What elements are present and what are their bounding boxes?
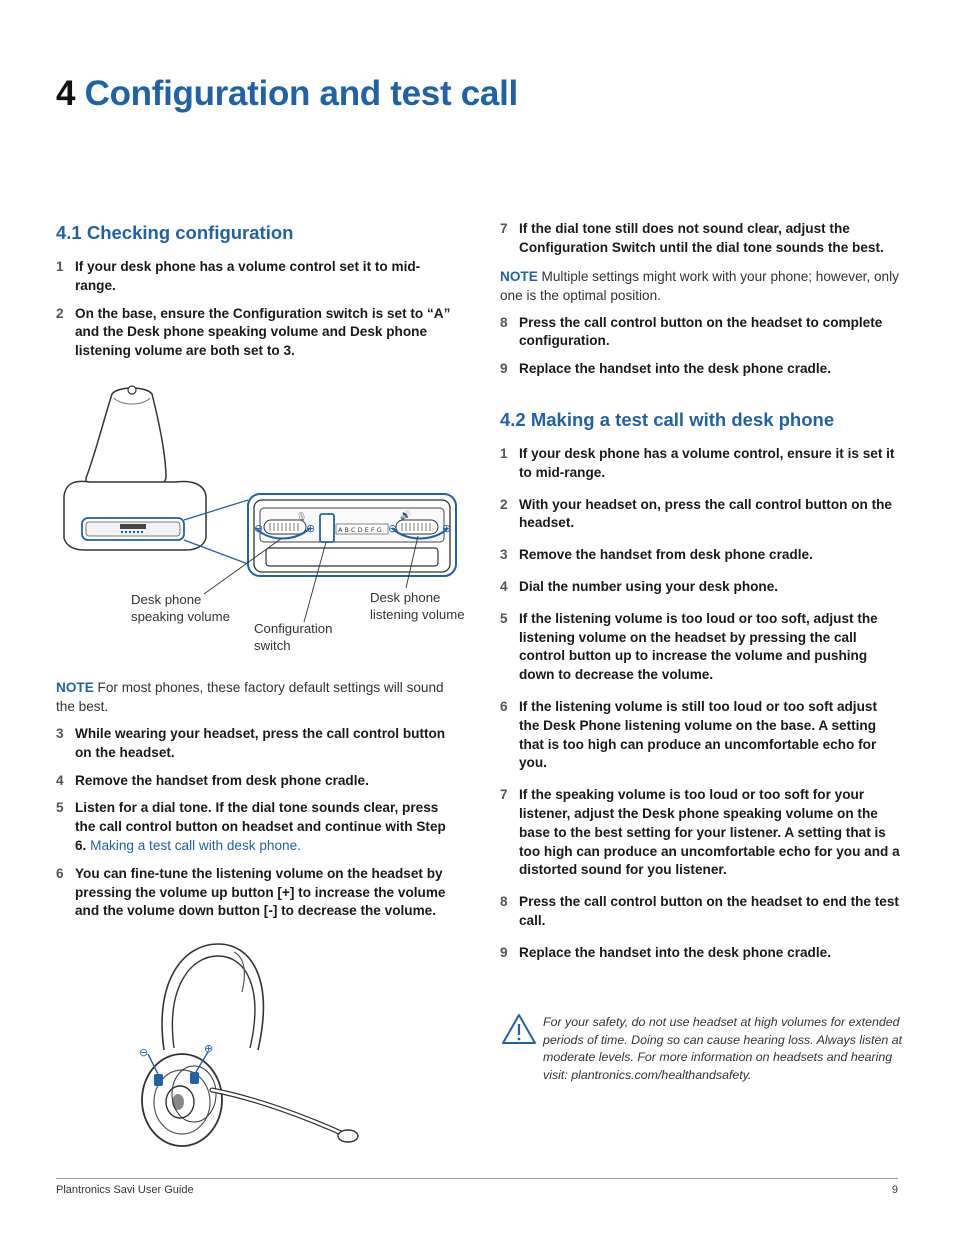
step-item: 6 You can fine-tune the listening volume on the headset by pressing the volume up button [+] to increase the volume and the volume down button [-] to decrease the volume.: [56, 865, 446, 919]
link-making-test-call[interactable]: Making a test call with desk phone.: [90, 837, 301, 853]
left-column-lower: [56, 678, 456, 921]
headband: [162, 944, 263, 1050]
step-item: 2 With your headset on, press the call control button on the headset.: [500, 496, 892, 531]
step-item: 4 Dial the number using your desk phone.: [500, 578, 779, 594]
step-item: 1 If your desk phone has a volume control set it to mid-range.: [56, 259, 421, 293]
step-item: 9 Replace the handset into the desk phone cradle.: [500, 944, 831, 960]
label-configuration-switch: Configuration switch: [254, 621, 333, 653]
note-multiple-settings: NOTE Multiple settings might work with your phone; however, only one is the optimal position.: [500, 268, 899, 303]
mic-boom: [212, 1090, 348, 1136]
switch-positions: A B C D E F G: [338, 526, 382, 534]
right-column: [500, 220, 900, 963]
step-item: 1 If your desk phone has a volume control, ensure it is set it to mid-range.: [500, 445, 895, 480]
page-title: [56, 74, 518, 114]
label-listening-volume: Desk phone listening volume: [370, 590, 465, 622]
svg-text:⊕: ⊕: [306, 522, 316, 535]
warning-icon: [500, 1012, 538, 1046]
chapter-title: Configuration and test call: [84, 74, 518, 113]
footer-guide-title: Plantronics Savi User Guide: [56, 1184, 194, 1196]
step-item: 7 If the dial tone still does not sound clear, adjust the Configuration Switch until the dial tone sounds the best.: [500, 221, 884, 255]
step-item: 8 Press the call control button on the headset to end the test call.: [500, 894, 899, 928]
step-item: 3 Remove the handset from desk phone cradle.: [500, 547, 813, 563]
chapter-number: 4: [56, 74, 76, 113]
footer-divider: [56, 1178, 898, 1179]
step-item: 9 Replace the handset into the desk phone cradle.: [500, 361, 831, 377]
base-tower: [86, 388, 166, 488]
step-item: 6 If the listening volume is still too loud or too soft adjust the Desk Phone listening volume on the base. A setting that is too high can produce an uncomfortable echo for you.: [500, 698, 877, 771]
step-item: 5 If the listening volume is too loud or too soft, adjust the listening volume on the headset by pressing the call control button up to increase the volume and pushing down to decrease the volume.: [500, 610, 878, 683]
left-column: [56, 222, 456, 361]
safety-warning-text: For your safety, do not use headset at high volumes for extended periods of time. Doing so can cause hearing loss. Always listen at moderate levels. For more information on headsets and hearing visit: plantronics.com/healthandsafety.: [543, 1015, 903, 1082]
section-heading-test-call: 4.2 Making a test call with desk phone: [500, 408, 835, 430]
svg-text:⊖: ⊖: [139, 1046, 149, 1059]
step-item: 8 Press the call control button on the headset to complete configuration.: [500, 314, 883, 349]
step-item: 3 While wearing your headset, press the call control button on the headset.: [56, 726, 446, 760]
step-item: 4 Remove the handset from desk phone cradle.: [56, 772, 369, 788]
label-speaking-volume: Desk phone speaking volume: [131, 592, 230, 624]
headset-figure: [134, 940, 374, 1152]
step-item: 7 If the speaking volume is too loud or too soft for your listener, adjust the Desk phone speaking volume on the base to the best setting for your listener. A setting that is too high can produce an uncomfortable echo for you and a distorted sound for you listener.: [500, 787, 900, 878]
step-item: 2 On the base, ensure the Configuration switch is set to “A” and the Desk phone speaking volume and Desk phone listening volume are both set to 3.: [56, 305, 451, 359]
svg-text:⊕: ⊕: [442, 522, 452, 535]
svg-text:⊕: ⊕: [204, 1042, 214, 1055]
svg-text:⊖: ⊖: [388, 522, 398, 535]
svg-text:🔊: 🔊: [400, 511, 412, 521]
note-factory-defaults: NOTE For most phones, these factory default settings will sound the best.: [56, 680, 444, 714]
footer-page-number: 9: [891, 1184, 898, 1196]
step-item: 5 Listen for a dial tone. If the dial tone sounds clear, press the call control button on headset and continue with Step 6. Making a test call with desk phone.: [56, 800, 446, 853]
svg-text:🎙: 🎙: [296, 513, 308, 523]
section-heading-checking-configuration: 4.1 Checking configuration: [56, 222, 294, 243]
svg-text:⊖: ⊖: [254, 522, 264, 535]
